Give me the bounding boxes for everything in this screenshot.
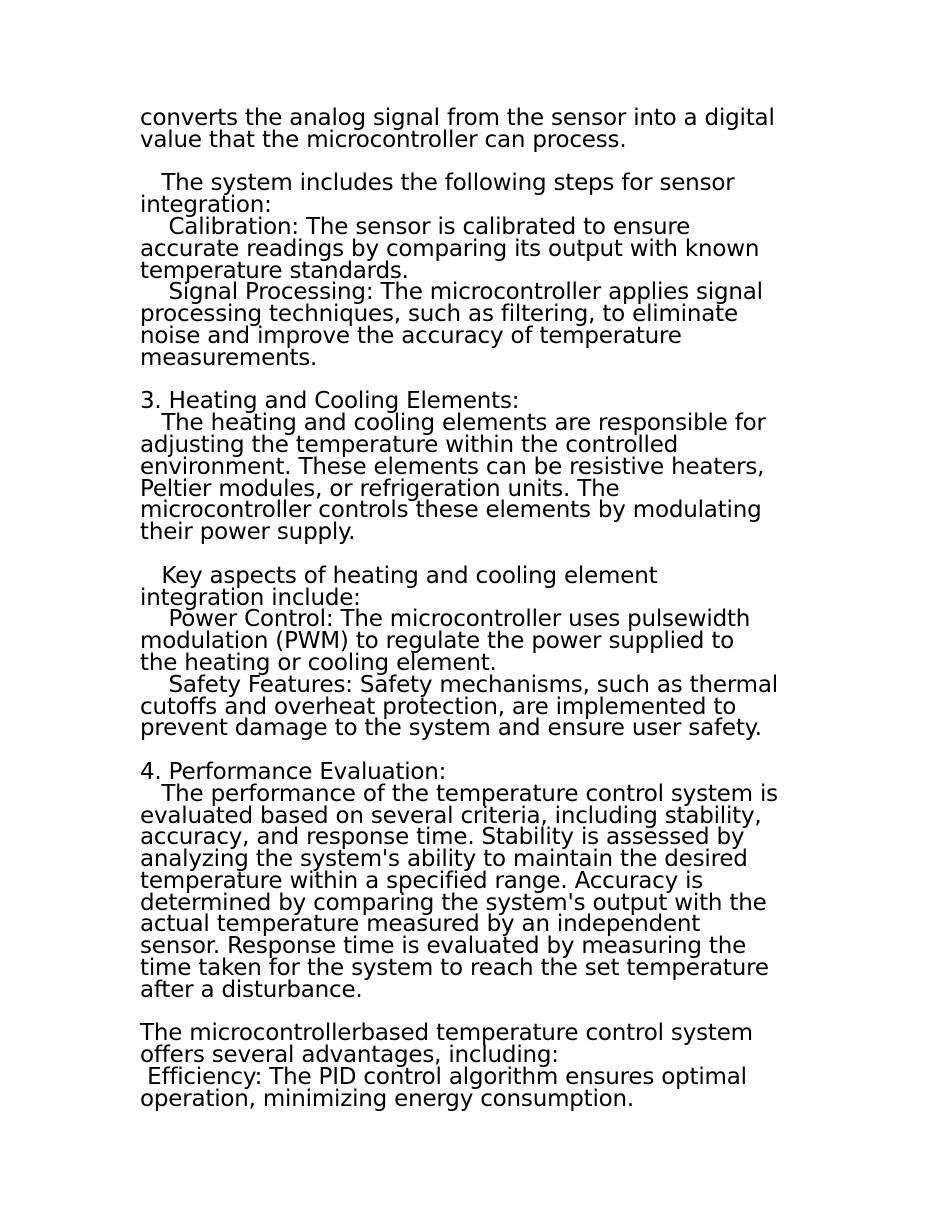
- text-line: 3. Heating and Cooling Elements:: [140, 388, 520, 415]
- text-line: Safety Features: Safety mechanisms, such as thermal: [140, 671, 778, 698]
- text-line: Key aspects of heating and cooling element: [140, 562, 658, 589]
- text-line: processing techniques, such as filtering, to eliminate: [140, 301, 738, 328]
- text-line: Power Control: The microcontroller uses pulsewidth: [140, 606, 751, 633]
- text-line: sensor. Response time is evaluated by measuring the: [140, 933, 747, 960]
- text-line: analyzing the system's ability to maintain the desired: [140, 846, 748, 873]
- text-line: cutoffs and overheat protection, are implemented to: [140, 693, 737, 720]
- text-line: determined by comparing the system's output with the: [140, 889, 767, 916]
- text-line: after a disturbance.: [140, 976, 363, 1003]
- paragraph: [140, 562, 820, 742]
- text-line: modulation (PWM) to regulate the power supplied to: [140, 628, 735, 655]
- text-line: time taken for the system to reach the set temperature: [140, 955, 769, 982]
- text-line: adjusting the temperature within the controlled: [140, 431, 679, 458]
- text-line: noise and improve the accuracy of temperature: [140, 322, 682, 349]
- paragraph: [140, 388, 820, 546]
- text-line: 4. Performance Evaluation:: [140, 758, 447, 785]
- text-line: prevent damage to the system and ensure user safety.: [140, 715, 762, 742]
- text-line: the heating or cooling element.: [140, 649, 497, 676]
- text-line: temperature standards.: [140, 257, 409, 284]
- text-line: value that the microcontroller can process.: [140, 126, 627, 153]
- document-page: [140, 105, 820, 1112]
- text-line: offers several advantages, including:: [140, 1042, 559, 1069]
- text-line: integration:: [140, 192, 272, 219]
- text-line: Efficiency: The PID control algorithm ensures optimal: [140, 1064, 747, 1091]
- text-line: temperature within a specified range. Accuracy is: [140, 867, 704, 894]
- text-line: evaluated based on several criteria, including stability,: [140, 802, 762, 829]
- text-line: The system includes the following steps for sensor: [140, 170, 735, 197]
- text-line: actual temperature measured by an independent: [140, 911, 701, 938]
- text-line: environment. These elements can be resistive heaters,: [140, 453, 765, 480]
- text-line: The microcontrollerbased temperature control system: [140, 1020, 753, 1047]
- text-line: converts the analog signal from the sensor into a digital: [140, 105, 775, 131]
- text-line: integration include:: [140, 584, 361, 611]
- paragraph: [140, 105, 820, 153]
- text-line: Peltier modules, or refrigeration units. The: [140, 475, 620, 502]
- text-line: The performance of the temperature control system is: [140, 780, 778, 807]
- text-line: measurements.: [140, 344, 318, 371]
- text-line: accuracy, and response time. Stability is assessed by: [140, 824, 745, 851]
- text-line: Calibration: The sensor is calibrated to ensure: [140, 213, 691, 240]
- paragraph: [140, 1020, 820, 1112]
- text-line: The heating and cooling elements are responsible for: [140, 410, 766, 437]
- text-line: microcontroller controls these elements by modulating: [140, 497, 762, 524]
- text-line: accurate readings by comparing its output with known: [140, 235, 760, 262]
- paragraph: [140, 170, 820, 371]
- text-line: operation, minimizing energy consumption.: [140, 1085, 635, 1112]
- text-line: their power supply.: [140, 519, 356, 546]
- text-line: Signal Processing: The microcontroller applies signal: [140, 279, 763, 306]
- paragraph: [140, 758, 820, 1003]
